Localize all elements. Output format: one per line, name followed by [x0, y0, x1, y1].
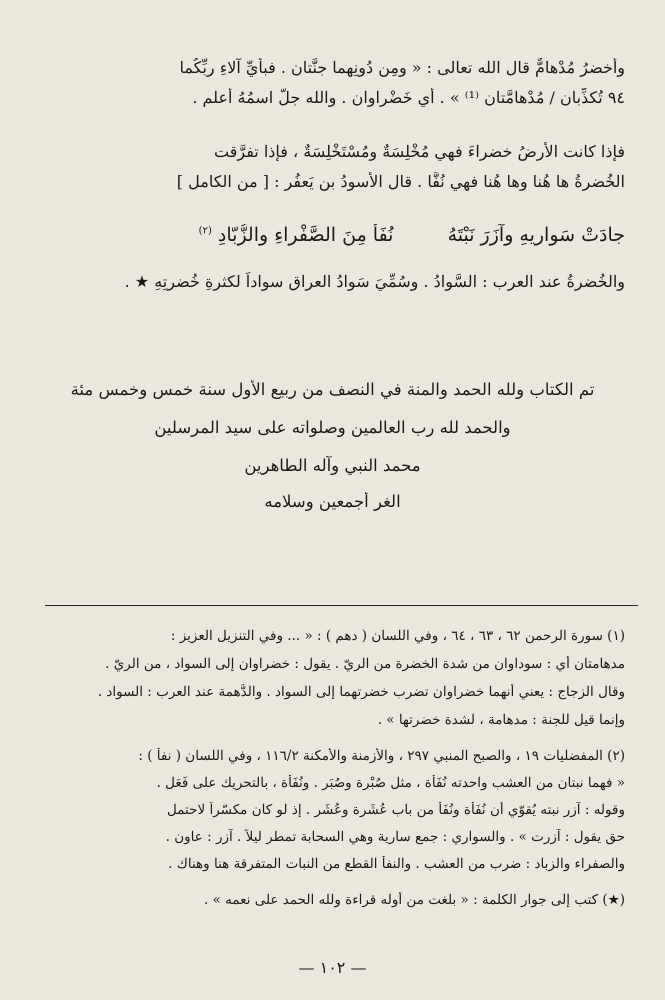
footnote-2-line-1: (٢) المفضليات ١٩ ، والصبح المنبي ٢٩٧ ، والأزمنة والأمكنة ١١٦/٢ ، وفي اللسان ( نفأ ) :	[138, 748, 625, 764]
main-text-line-3: فإذا كانت الأرضُ خضراءَ فهي مُخْلِسَةٌ ومُسْتَخْلِسَةٌ ، فإذا تفرَّقت	[214, 142, 625, 161]
colophon-line-3: محمد النبي وآله الطاهرين	[244, 456, 421, 475]
footnote-1-line-4: وإنما قيل للجنة : مدهامة ، لشدة خضرتها » .	[377, 712, 625, 728]
footnote-1-line-2: مدهامتان أي : سوداوان من شدة الخضرة من الريّ . يقول : خضراوان إلى السواد ، من الريّ .	[105, 656, 625, 672]
verse-note-marker: (٢)	[198, 225, 212, 237]
footnote-1-line-3: وقال الزجاج : يعني أنهما خضراوان تضرب خضرتهما إلى السواد . والدُّهمة عند العرب : السواد .	[97, 684, 625, 700]
colophon-line-2: والحمد لله رب العالمين وصلواته على سيد المرسلين	[154, 418, 511, 437]
colophon-line-4: الغر أجمعين وسلامه	[264, 492, 401, 511]
main-text-line-4: الخُضرةُ ها هُنا وها هُنا فهي نُفَّا . قال الأسودُ بن يَعفُر : [ من الكامل ]	[176, 172, 625, 191]
main-text-line-5: والخُضرةُ عند العرب : السَّوادُ . وسُمِّيَ سَوادُ العراقِ سواداً لكثرةِ خُضرتِهِ ★ .	[124, 272, 625, 291]
main-text-line-2	[40, 88, 625, 107]
verse-first-hemistich: جادَتْ سَوارِيهِ وآزَرَ نَبْتَهُ	[447, 224, 625, 246]
footnote-star: (★) كتب إلى جوار الكلمة : « بلغت من أوله قراءة ولله الحمد على نعمه » .	[203, 892, 625, 908]
main-text-line-1: وأخضرُ مُدْهامٌّ قال الله تعالى : « ومِن دُونِهما جنَّتانِ . فبأيِّ آلاءِ ربِّكُما	[179, 58, 625, 77]
footnote-2-line-5: والصفراء والزباد : ضرب من العشب . والنفأ القطع من النبات المتفرقة هنا وهناك .	[168, 856, 625, 872]
verse-line	[40, 224, 625, 246]
page-number: — ١٠٢ —	[298, 958, 367, 977]
footnote-2-line-4: حق يقول : آزرت » . والسواري : جمع سارية وهي السحابة تمطر ليلاً . آزر : عاون .	[165, 829, 625, 845]
footnote-2-line-3: وقوله : آزر نبته يُقوّي أن نُفَأة ونُفَأ من باب عُشَرة وعُشَر . إذ لو كان مكسّراً لاحتمل	[167, 802, 625, 818]
footnote-2-line-2: « فهما نبتان من العشب واحدته نُفَأة ، مثل صُبْرة وصُبَر . ونُفَأَة ، بالتحريك على فَعَل .	[156, 775, 625, 791]
footnote-separator	[45, 605, 638, 606]
footnote-1-line-1: (١) سورة الرحمن ٦٢ ، ٦٣ ، ٦٤ ، وفي اللسان ( دهم ) : « ... وفي التنزيل العزيز :	[170, 628, 625, 644]
colophon-line-1: تم الكتاب ولله الحمد والمنة في النصف من ربيع الأول سنة خمس وخمس مئة	[70, 380, 595, 399]
verse-second-hemistich: نُفَأٌ مِنَ الصَّفْراءِ والزُّبّادِ	[217, 224, 394, 246]
inline-page-number: ٩٤	[607, 88, 625, 107]
main-text-line-2-body: تُكذِّبان / مُدْهامَّتان ⁽¹⁾ » . أي خَضْراوان . والله جلَّ اسمُهُ أعلم .	[192, 88, 603, 107]
